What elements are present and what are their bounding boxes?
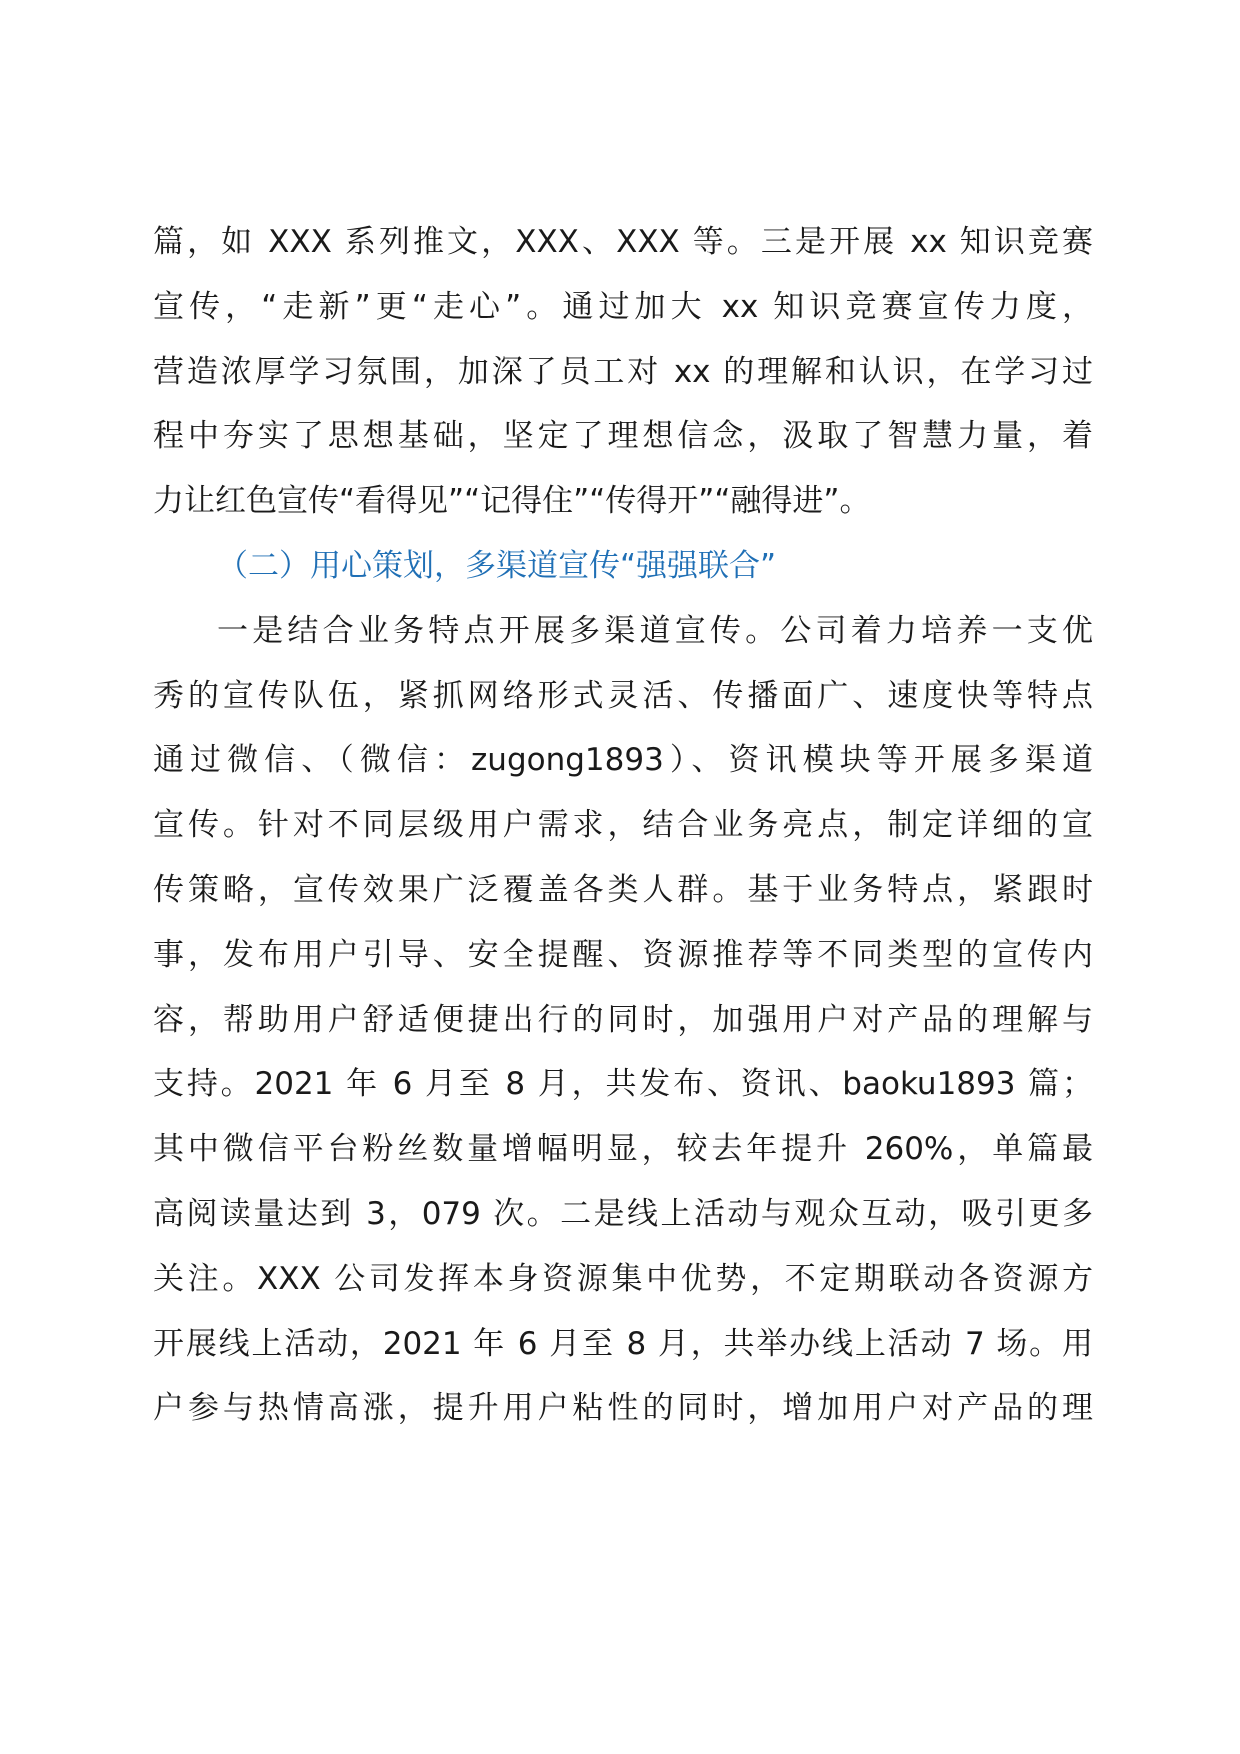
text-line: 程中夯实了思想基础，坚定了理想信念，汲取了智慧力量，着 — [153, 418, 1093, 455]
paragraph-channels — [153, 599, 1093, 1441]
text-line: 开展线上活动，2021 年 6 月至 8 月，共举办线上活动 7 场。用 — [153, 1325, 1093, 1362]
text-line: 秀的宣传队伍，紧抓网络形式灵活、传播面广、速度快等特点 — [153, 677, 1093, 714]
text-line: 其中微信平台粉丝数量增幅明显，较去年提升 260%，单篇最 — [153, 1131, 1093, 1168]
text-line: 通过微信、（微信：zugong1893）、资讯模块等开展多渠道 — [153, 742, 1093, 779]
text-line: 事，发布用户引导、安全提醒、资源推荐等不同类型的宣传内 — [153, 936, 1093, 973]
text-line: 宣传。针对不同层级用户需求，结合业务亮点，制定详细的宣 — [153, 807, 1093, 844]
text-line: 篇，如 XXX 系列推文，XXX、XXX 等。三是开展 xx 知识竞赛 — [153, 224, 1093, 260]
text-line: 支持。2021 年 6 月至 8 月，共发布、资讯、baoku1893 篇； — [153, 1066, 1093, 1103]
text-line: 高阅读量达到 3，079 次。二是线上活动与观众互动，吸引更多 — [153, 1195, 1093, 1232]
text-line: 营造浓厚学习氛围，加深了员工对 xx 的理解和认识，在学习过 — [153, 353, 1093, 390]
document-body — [153, 210, 1093, 1441]
text-line: 一是结合业务特点开展多渠道宣传。公司着力培养一支优 — [217, 612, 1093, 649]
text-line: 户参与热情高涨，提升用户粘性的同时，增加用户对产品的理 — [153, 1390, 1093, 1427]
text-line: 关注。XXX 公司发挥本身资源集中优势，不定期联动各资源方 — [153, 1260, 1093, 1297]
text-line: 容，帮助用户舒适便捷出行的同时，加强用户对产品的理解与 — [153, 1001, 1093, 1038]
text-line: 传策略，宣传效果广泛覆盖各类人群。基于业务特点，紧跟时 — [153, 871, 1093, 908]
section-heading: （二）用心策划，多渠道宣传“强强联合” — [217, 547, 777, 584]
text-line: 力让红色宣传“看得见”“记得住”“传得开”“融得进”。 — [153, 483, 871, 520]
paragraph-continuation — [153, 210, 1093, 534]
text-line: 宣传，“走新”更“走心”。通过加大 xx 知识竞赛宣传力度， — [153, 288, 1093, 325]
